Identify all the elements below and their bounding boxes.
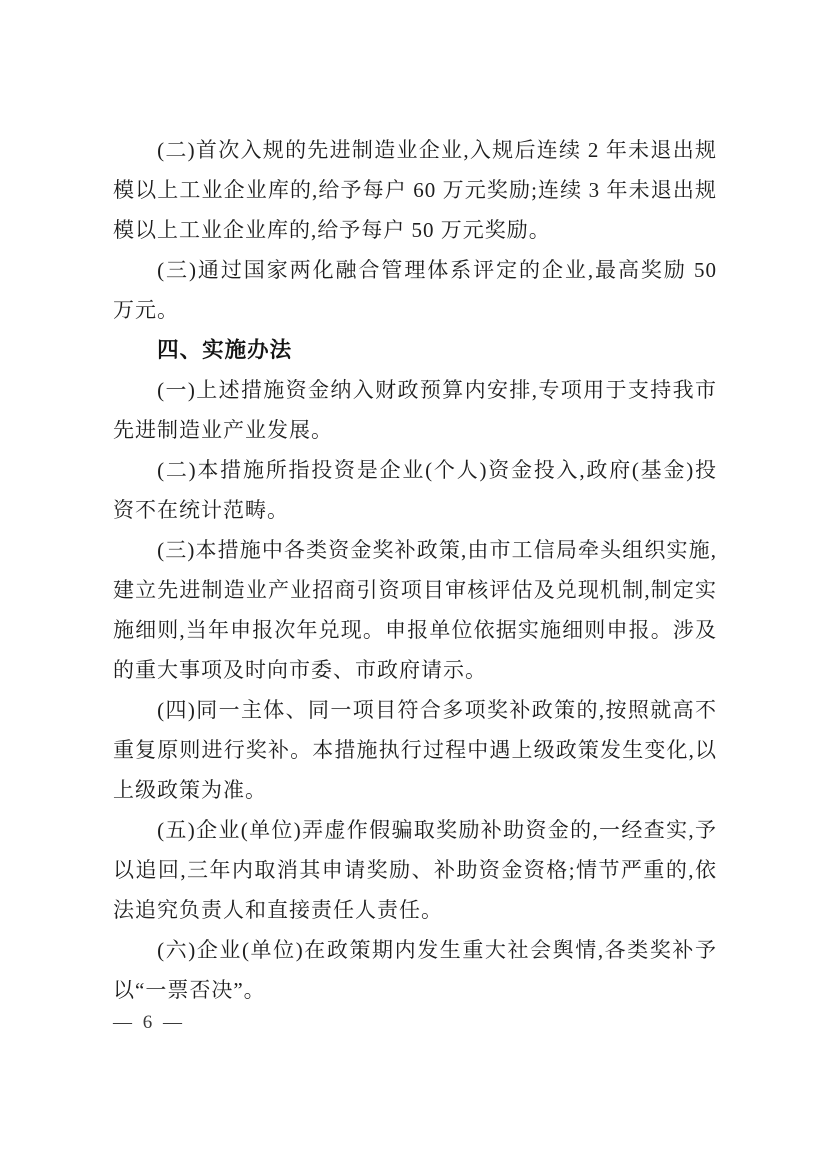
- page-number: — 6 —: [113, 1012, 185, 1033]
- paragraph-impl-4-no-duplicate-awards: (四)同一主体、同一项目符合多项奖补政策的,按照就高不重复原则进行奖补。本措施执行过程中遇上级政策发生变化,以上级政策为准。: [113, 698, 717, 802]
- paragraph-impl-3-policy-administration: (三)本措施中各类资金奖补政策,由市工信局牵头组织实施,建立先进制造业产业招商引资项目审核评估及兑现机制,制定实施细则,当年申报次年兑现。申报单位依据实施细则申报。涉及的重大事项及时向市委、市政府请示。: [113, 538, 717, 682]
- paragraph-impl-6-veto-clause: (六)企业(单位)在政策期内发生重大社会舆情,各类奖补予以“一票否决”。: [113, 938, 717, 1002]
- paragraph-impl-5-fraud-penalty: (五)企业(单位)弄虚作假骗取奖励补助资金的,一经查实,予以追回,三年内取消其申请奖励、补助资金资格;情节严重的,依法追究负责人和直接责任人责任。: [113, 818, 717, 922]
- paragraph-award-integration-cert: (三)通过国家两化融合管理体系评定的企业,最高奖励 50 万元。: [113, 258, 717, 322]
- paragraph-impl-2-investment-scope: (二)本措施所指投资是企业(个人)资金投入,政府(基金)投资不在统计范畴。: [113, 458, 717, 522]
- section-heading-implementation-measures: 四、实施办法: [157, 338, 293, 362]
- document-body: [113, 130, 717, 1010]
- paragraph-award-first-entry: (二)首次入规的先进制造业企业,入规后连续 2 年未退出规模以上工业企业库的,给予每户 60 万元奖励;连续 3 年未退出规模以上工业企业库的,给予每户 50 万元奖励。: [113, 138, 717, 242]
- paragraph-impl-1-budget: (一)上述措施资金纳入财政预算内安排,专项用于支持我市先进制造业产业发展。: [113, 378, 717, 442]
